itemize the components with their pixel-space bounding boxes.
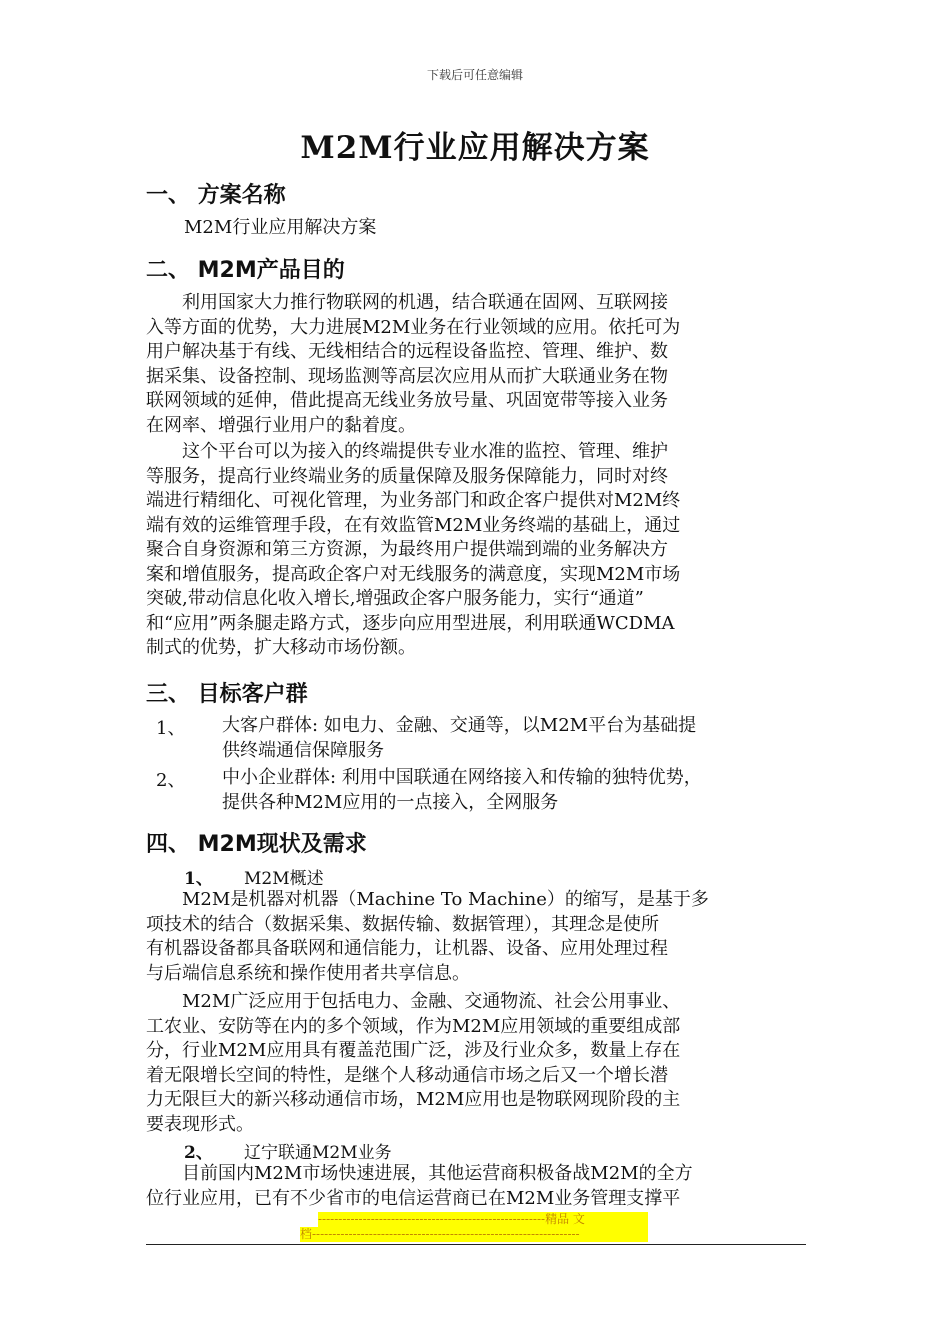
section-1-body: M2M行业应用解决方案 [184, 217, 377, 238]
text-line: 有机器设备都具备联网和通信能力，让机器、设备、应用处理过程 [146, 938, 668, 959]
text-line: 联网领域的延伸，借此提高无线业务放号量、巩固宽带等接入业务 [146, 390, 668, 411]
section-2-paragraph-1 [146, 291, 806, 438]
text-line: 制式的优势，扩大移动市场份额。 [146, 637, 416, 658]
text-line: 中小企业群体: 利用中国联通在网络接入和传输的独特优势， [222, 767, 702, 788]
text-line: M2M广泛应用于包括电力、金融、交通物流、社会公用事业、 [146, 991, 681, 1012]
text-line: 突破,带动信息化收入增长,增强政企客户服务能力，实行“通道” [146, 588, 644, 609]
list-item-text [222, 766, 822, 815]
section-1-heading: 一、 方案名称 [146, 183, 286, 208]
text-line: 案和增值服务，提高政企客户对无线服务的满意度，实现M2M市场 [146, 563, 681, 585]
text-line: 与后端信息系统和操作使用者共享信息。 [146, 962, 470, 984]
text-line: 着无限增长空间的特性，是继个人移动通信市场之后又一个增长潜 [146, 1064, 668, 1086]
text-line: 用户解决基于有线、无线相结合的远程设备监控、管理、维护、数 [146, 341, 668, 362]
text-line: 这个平台可以为接入的终端提供专业水准的监控、管理、维护 [146, 441, 668, 462]
text-line: 端进行精细化、可视化管理，为业务部门和政企客户提供对M2M终 [146, 490, 681, 511]
text-line: 在网率、增强行业用户的黏着度。 [146, 414, 416, 436]
list-item-number: 2、 [156, 770, 186, 791]
subsection-1-label: M2M概述 [244, 869, 324, 889]
text-line: 等服务，提高行业终端业务的质量保障及服务保障能力，同时对终 [146, 465, 668, 487]
section-4-paragraph-1 [146, 888, 806, 986]
text-line: 端有效的运维管理手段，在有效监管M2M业务终端的基础上，通过 [146, 514, 681, 536]
footer-watermark-line-2: 档------------------------------------------------------------------ [300, 1227, 648, 1242]
text-line: 提供各种M2M应用的一点接入，全网服务 [222, 791, 559, 813]
section-2-paragraph-2 [146, 440, 806, 661]
subsection-2-label: 辽宁联通M2M业务 [244, 1143, 392, 1163]
subsection-2-number: 2、 [184, 1143, 213, 1163]
text-line: 供终端通信保障服务 [222, 739, 384, 761]
text-line: 工农业、安防等在内的多个领域，作为M2M应用领域的重要组成部 [146, 1015, 681, 1037]
footer-divider [146, 1244, 806, 1245]
list-item-number: 1、 [156, 718, 186, 739]
text-line: 目前国内M2M市场快速进展，其他运营商积极备战M2M的全方 [146, 1163, 693, 1184]
text-line: 力无限巨大的新兴移动通信市场，M2M应用也是物联网现阶段的主 [146, 1089, 681, 1110]
text-line: 项技术的结合（数据采集、数据传输、数据管理），其理念是使所 [146, 913, 659, 935]
subsection-1-number: 1、 [184, 869, 213, 889]
text-line: 入等方面的优势，大力进展M2M业务在行业领域的应用。依托可为 [146, 316, 681, 338]
section-4-paragraph-3 [146, 1162, 806, 1211]
footer-watermark-line-1: --------------------------------------------------------精品 文 [318, 1212, 648, 1227]
section-3-heading: 三、 目标客户群 [146, 682, 308, 707]
text-line: 位行业应用，已有不少省市的电信运营商已在M2M业务管理支撑平 [146, 1187, 681, 1209]
list-item-text [222, 714, 822, 763]
text-line: 和“应用”两条腿走路方式，逐步向应用型进展，利用联通WCDMA [146, 612, 675, 634]
page-header: 下载后可任意编辑 [426, 68, 523, 82]
text-line: 据采集、设备控制、现场监测等高层次应用从而扩大联通业务在物 [146, 365, 668, 387]
text-line: 聚合自身资源和第三方资源，为最终用户提供端到端的业务解决方 [146, 539, 668, 560]
section-4-paragraph-2 [146, 990, 806, 1137]
text-line: 大客户群体: 如电力、金融、交通等，以M2M平台为基础提 [222, 715, 697, 736]
text-line: 要表现形式。 [146, 1113, 254, 1135]
document-title: M2M行业应用解决方案 [300, 130, 650, 166]
section-4-heading: 四、 M2M现状及需求 [146, 832, 367, 857]
section-2-heading: 二、 M2M产品目的 [146, 258, 345, 283]
text-line: 利用国家大力推行物联网的机遇，结合联通在固网、互联网接 [146, 292, 668, 313]
text-line: M2M是机器对机器（Machine To Machine）的缩写，是基于多 [146, 889, 709, 910]
text-line: 分，行业M2M应用具有覆盖范围广泛，涉及行业众多，数量上存在 [146, 1040, 681, 1061]
